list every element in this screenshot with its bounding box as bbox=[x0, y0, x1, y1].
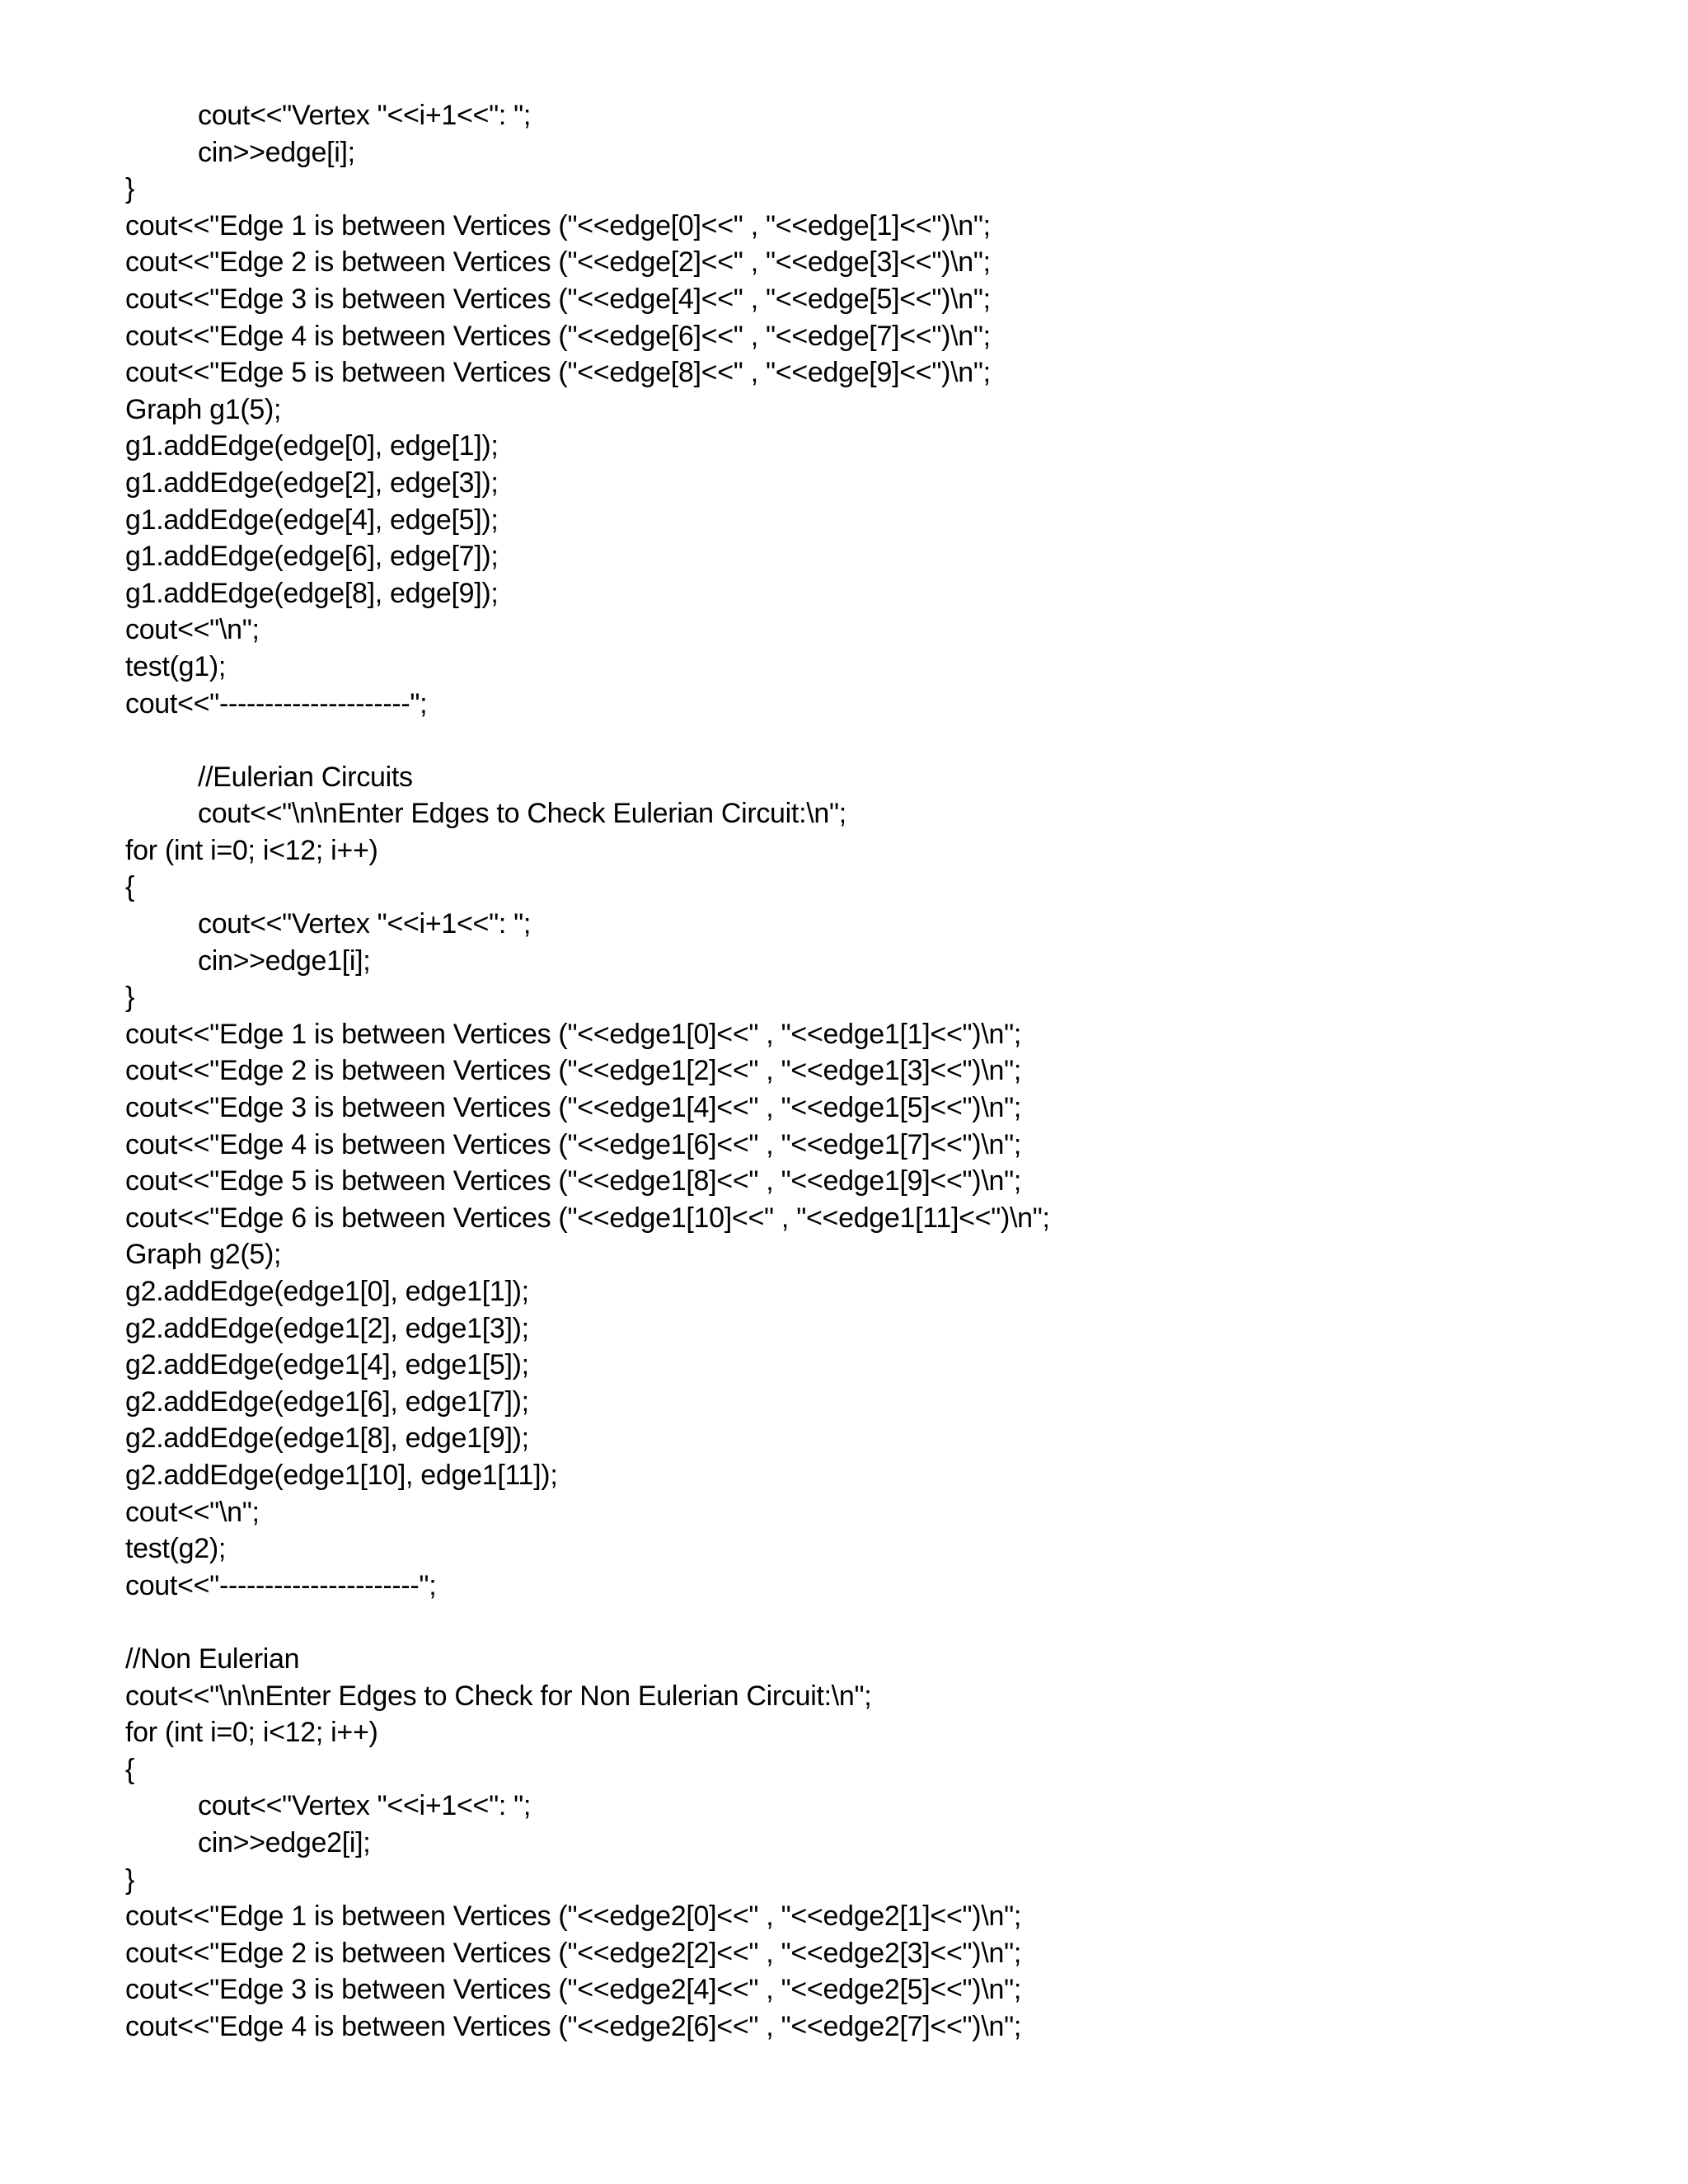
code-line: cin>>edge2[i]; bbox=[198, 1826, 371, 1858]
code-line: cin>>edge[i]; bbox=[198, 136, 355, 168]
code-listing bbox=[125, 97, 1625, 2045]
code-line: g2.addEdge(edge1[0], edge1[1]); bbox=[125, 1276, 529, 1307]
code-line: cout<<"Edge 2 is between Vertices ("<<edge[2]<<" , "<<edge[3]<<")\n"; bbox=[125, 246, 991, 279]
code-line: g2.addEdge(edge1[6], edge1[7]); bbox=[125, 1385, 529, 1418]
code-line: test(g1); bbox=[125, 650, 227, 682]
blank-line bbox=[125, 722, 1625, 759]
code-line: cout<<"Edge 5 is between Vertices ("<<edge[8]<<" , "<<edge[9]<<")\n"; bbox=[125, 357, 991, 389]
code-line: //Non Eulerian bbox=[125, 1643, 300, 1675]
code-line: cin>>edge1[i]; bbox=[198, 944, 371, 977]
code-line: Graph g1(5); bbox=[125, 393, 282, 425]
code-line: for (int i=0; i<12; i++) bbox=[125, 834, 378, 866]
code-line: cout<<"Edge 6 is between Vertices ("<<edge1[10]<<" , "<<edge1[11]<<")\n"; bbox=[125, 1202, 1050, 1234]
code-line: cout<<"Vertex "<<i+1<<": "; bbox=[198, 1790, 532, 1822]
code-line: cout<<"----------------------"; bbox=[125, 1569, 437, 1601]
code-line: } bbox=[125, 982, 135, 1014]
code-line: cout<<"Edge 2 is between Vertices ("<<edge1[2]<<" , "<<edge1[3]<<")\n"; bbox=[125, 1055, 1022, 1087]
code-line: for (int i=0; i<12; i++) bbox=[125, 1717, 378, 1749]
code-line: Graph g2(5); bbox=[125, 1239, 282, 1271]
code-line: cout<<"Edge 3 is between Vertices ("<<edge1[4]<<" , "<<edge1[5]<<")\n"; bbox=[125, 1092, 1022, 1124]
code-line: } bbox=[125, 173, 135, 205]
code-line: cout<<"Vertex "<<i+1<<": "; bbox=[198, 908, 532, 940]
code-line: g2.addEdge(edge1[10], edge1[11]); bbox=[125, 1459, 558, 1491]
code-line: cout<<"Edge 3 is between Vertices ("<<edge2[4]<<" , "<<edge2[5]<<")\n"; bbox=[125, 1974, 1022, 2006]
code-line: cout<<"Edge 4 is between Vertices ("<<edge[6]<<" , "<<edge[7]<<")\n"; bbox=[125, 320, 991, 352]
code-line: g1.addEdge(edge[4], edge[5]); bbox=[125, 504, 499, 536]
code-line: g1.addEdge(edge[8], edge[9]); bbox=[125, 577, 499, 609]
code-line: cout<<"\n"; bbox=[125, 1496, 260, 1528]
code-line: cout<<"Edge 1 is between Vertices ("<<edge[0]<<" , "<<edge[1]<<")\n"; bbox=[125, 209, 991, 241]
code-line: { bbox=[125, 871, 135, 903]
code-line: cout<<"Edge 4 is between Vertices ("<<edge1[6]<<" , "<<edge1[7]<<")\n"; bbox=[125, 1128, 1022, 1160]
code-line: cout<<"Edge 1 is between Vertices ("<<edge1[0]<<" , "<<edge1[1]<<")\n"; bbox=[125, 1018, 1022, 1050]
code-line: g2.addEdge(edge1[2], edge1[3]); bbox=[125, 1312, 529, 1344]
code-line: cout<<"Edge 3 is between Vertices ("<<edge[4]<<" , "<<edge[5]<<")\n"; bbox=[125, 283, 991, 315]
code-line: cout<<"\n"; bbox=[125, 614, 260, 646]
code-line: g1.addEdge(edge[0], edge[1]); bbox=[125, 430, 499, 462]
code-line: cout<<"Edge 1 is between Vertices ("<<edge2[0]<<" , "<<edge2[1]<<")\n"; bbox=[125, 1900, 1022, 1933]
code-line: { bbox=[125, 1753, 135, 1785]
blank-line bbox=[125, 1604, 1625, 1641]
code-line: cout<<"Edge 2 is between Vertices ("<<edge2[2]<<" , "<<edge2[3]<<")\n"; bbox=[125, 1937, 1022, 1969]
code-line: cout<<"\n\nEnter Edges to Check for Non Eulerian Circuit:\n"; bbox=[125, 1680, 872, 1712]
code-line: g2.addEdge(edge1[4], edge1[5]); bbox=[125, 1349, 529, 1381]
code-line: //Eulerian Circuits bbox=[198, 761, 413, 793]
code-line: g2.addEdge(edge1[8], edge1[9]); bbox=[125, 1422, 529, 1455]
code-line: cout<<"Vertex "<<i+1<<": "; bbox=[198, 100, 532, 131]
code-line: } bbox=[125, 1863, 135, 1896]
code-line: g1.addEdge(edge[6], edge[7]); bbox=[125, 541, 499, 573]
code-line: cout<<"\n\nEnter Edges to Check Eulerian Circuit:\n"; bbox=[198, 798, 846, 830]
code-line: cout<<"Edge 5 is between Vertices ("<<edge1[8]<<" , "<<edge1[9]<<")\n"; bbox=[125, 1165, 1022, 1197]
code-line: g1.addEdge(edge[2], edge[3]); bbox=[125, 466, 499, 499]
code-line: cout<<"---------------------"; bbox=[125, 687, 428, 719]
code-line: cout<<"Edge 4 is between Vertices ("<<edge2[6]<<" , "<<edge2[7]<<")\n"; bbox=[125, 2010, 1022, 2042]
code-line: test(g2); bbox=[125, 1533, 227, 1565]
